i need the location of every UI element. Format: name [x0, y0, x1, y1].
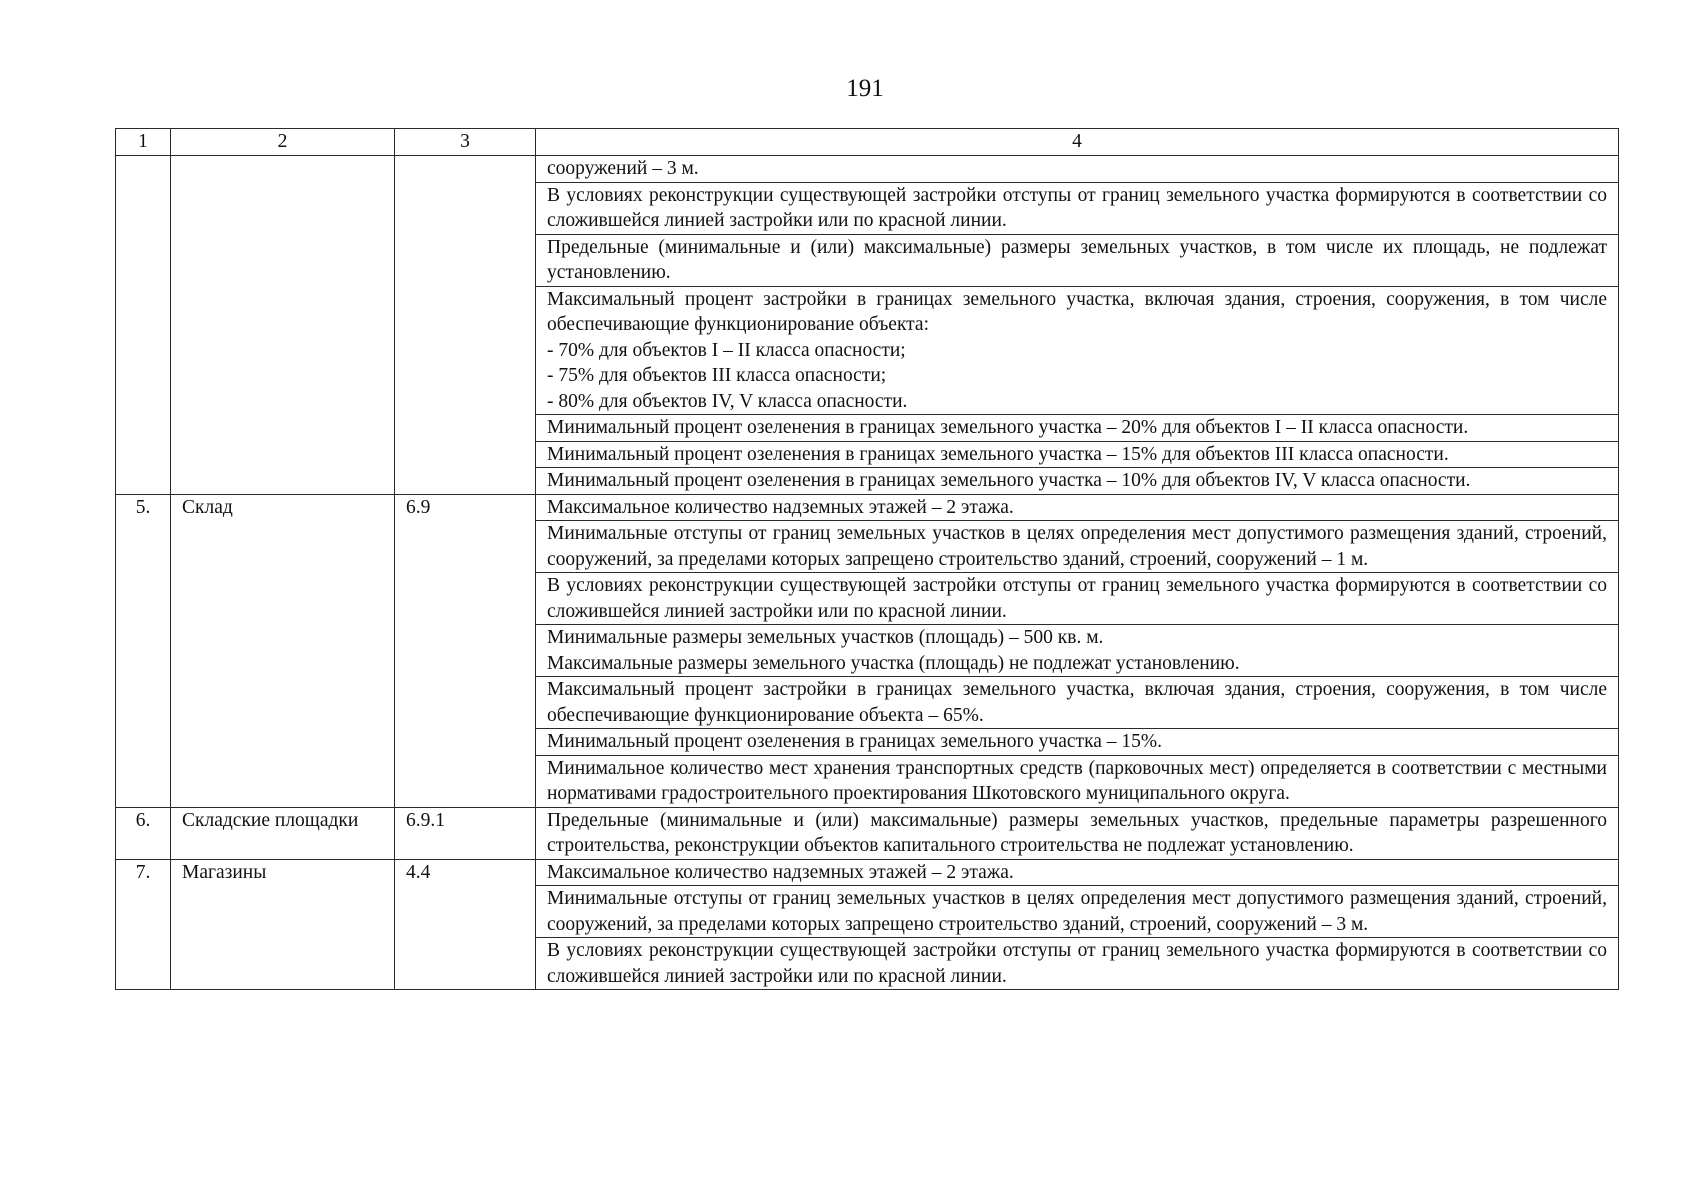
- table-row: [116, 807, 1619, 859]
- parameter-cell: [536, 441, 1619, 468]
- parameter-text: Максимальное количество надземных этажей – 2 этажа.: [547, 496, 1014, 518]
- parameter-text: Минимальный процент озеленения в границах земельного участка – 15%.: [547, 731, 1163, 752]
- parameter-text: Минимальный процент озеленения в границах земельного участка – 15% для объектов III класса опасности.: [547, 443, 1449, 465]
- parameter-text: Минимальное количество мест хранения транспортных средств (парковочных мест) определяется в соответствии с местными нормативами градостроительного проектирования Шкотовского муниципального округа.: [547, 757, 1607, 804]
- parameter-text: Максимальный процент застройки в границах земельного участка, включая здания, строения, сооружения, в том числе обеспечивающие функционирование объекта:: [547, 288, 1607, 335]
- table-row: [116, 156, 1619, 183]
- parameter-text: сооружений – 3 м.: [547, 158, 699, 179]
- parameter-text: В условиях реконструкции существующей застройки отступы от границ земельного участка формируются в соответствии со сложившейся линией застройки или по красной линии.: [547, 184, 1607, 231]
- parameter-cell: [536, 859, 1619, 886]
- table-body: [116, 129, 1619, 990]
- parameter-cell: [536, 886, 1619, 938]
- parameter-text: - 70% для объектов I – II класса опасности;: [547, 339, 906, 361]
- use-type-name-cell: Магазины: [171, 859, 395, 990]
- parameter-cell: [536, 729, 1619, 756]
- parameter-text: Максимальные размеры земельного участка (площадь) не подлежат установлению.: [547, 652, 1240, 674]
- parameter-text: - 80% для объектов IV, V класса опасности.: [547, 390, 908, 412]
- parameter-text: Минимальные отступы от границ земельных участков в целях определения мест допустимого размещения зданий, строений, сооружений, за пределами которых запрещено строительство зданий, строений, сооружений – 3 м.: [547, 888, 1607, 935]
- parameter-text: Минимальные отступы от границ земельных участков в целях определения мест допустимого размещения зданий, строений, сооружений, за пределами которых запрещено строительство зданий, строений, сооружений – 1 м.: [547, 523, 1607, 570]
- parameter-text: В условиях реконструкции существующей застройки отступы от границ земельного участка формируются в соответствии со сложившейся линией застройки или по красной линии.: [547, 575, 1607, 622]
- parameter-cell: [536, 755, 1619, 807]
- page-number: 191: [846, 75, 884, 102]
- parameter-text: Предельные (минимальные и (или) максимальные) размеры земельных участков, в том числе их площадь, не подлежат установлению.: [547, 236, 1607, 283]
- header-cell-2: 2: [171, 129, 395, 156]
- use-type-name-cell: Складские площадки: [171, 807, 395, 859]
- row-number-cell: 7.: [116, 859, 171, 990]
- parameter-text: Предельные (минимальные и (или) максимальные) размеры земельных участков, предельные параметры разрешенного строительства, реконструкции объектов капитального строительства не подлежат установлению.: [547, 809, 1607, 856]
- parameter-cell: [536, 234, 1619, 286]
- use-type-code-cell: 6.9.1: [395, 807, 536, 859]
- parameter-text: Минимальный процент озеленения в границах земельного участка – 20% для объектов I – II класса опасности.: [547, 417, 1469, 438]
- table-row: [116, 859, 1619, 886]
- parameter-cell: [536, 625, 1619, 677]
- parameter-text: Максимальное количество надземных этажей – 2 этажа.: [547, 861, 1014, 883]
- parameter-cell: [536, 156, 1619, 183]
- table-row: [116, 494, 1619, 521]
- use-type-code-cell: 4.4: [395, 859, 536, 990]
- row-number-cell: 5.: [116, 494, 171, 807]
- parameter-cell: [536, 494, 1619, 521]
- parameter-cell: [536, 573, 1619, 625]
- header-cell-3: 3: [395, 129, 536, 156]
- parameter-text: - 75% для объектов III класса опасности;: [547, 365, 887, 386]
- parameter-cell: [536, 468, 1619, 495]
- parameter-cell: [536, 286, 1619, 415]
- use-type-name-cell: Склад: [171, 494, 395, 807]
- parameter-text: Максимальный процент застройки в границах земельного участка, включая здания, строения, сооружения, в том числе обеспечивающие функционирование объекта – 65%.: [547, 679, 1607, 726]
- parameter-cell: [536, 938, 1619, 990]
- use-type-code-cell: [395, 156, 536, 495]
- header-cell-4: 4: [536, 129, 1619, 156]
- header-cell-1: 1: [116, 129, 171, 156]
- row-number-cell: 6.: [116, 807, 171, 859]
- parameter-cell: [536, 415, 1619, 442]
- parameter-cell: [536, 521, 1619, 573]
- table-header-row: [116, 129, 1619, 156]
- parameter-cell: [536, 677, 1619, 729]
- parameter-cell: [536, 182, 1619, 234]
- parameter-text: В условиях реконструкции существующей застройки отступы от границ земельного участка формируются в соответствии со сложившейся линией застройки или по красной линии.: [547, 940, 1607, 987]
- parameter-cell: [536, 807, 1619, 859]
- parameter-text: Минимальные размеры земельных участков (площадь) – 500 кв. м.: [547, 627, 1104, 648]
- row-number-cell: [116, 156, 171, 495]
- parameter-text: Минимальный процент озеленения в границах земельного участка – 10% для объектов IV, V класса опасности.: [547, 470, 1471, 491]
- use-type-name-cell: [171, 156, 395, 495]
- use-type-code-cell: 6.9: [395, 494, 536, 807]
- regulations-table: [115, 128, 1619, 990]
